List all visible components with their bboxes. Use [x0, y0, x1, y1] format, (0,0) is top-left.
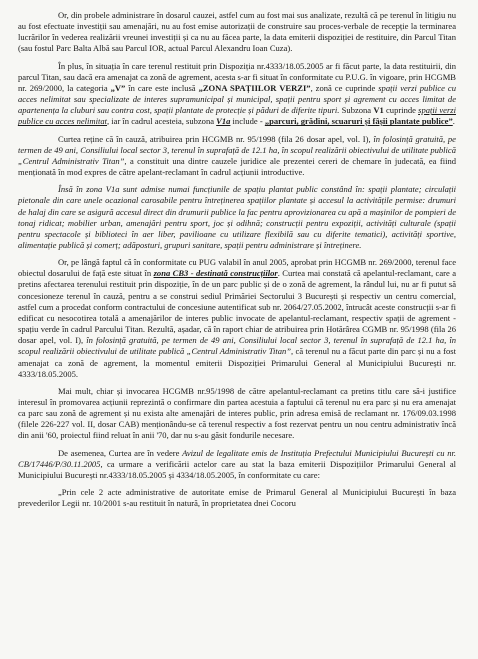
paragraph [18, 448, 456, 481]
text-run: În plus, în situația în care terenul restituit prin Dispoziția nr.4333/18.05.2005 ar fi făcut parte, la data restituirii, din parcul Titan, sau dacă era amenajat ca zonă de agrement, acesta s-ar fi situat în conformitate cu P.U.G. în vigoare, prin HCGMB nr. 269/2000, la categoria [18, 60, 456, 93]
text-run: De asemenea, Curtea are în vedere [58, 447, 183, 458]
paragraph [18, 487, 456, 509]
text-run: , a constituit una dintre cauzele juridice ale prezentei cereri de chemare în judecată, ea fiind menționată în mod expres de către apelant-reclamant în cadrul acțiunii introductive. [18, 155, 456, 178]
paragraph [18, 134, 456, 179]
text-run: Însă în zona V1a sunt admise numai funcțiunile de spațiu plantat public constând în: spații plantate; circulații pietonale din care unele ocazional carosabile pentru întreținerea spațiilor plantate și accesul la activitățile permise: drumuri de halaj din care se asigură accesul direct din drumurii publice la fac pentru aprovizionarea cu apă a mașinilor de pompieri de tonaj ridicat; mobilier urban, amenajări pentru sport, joc și odihnă; construcții pentru expoziții, activități culturale (spații pentru spectacole și biblioteci în aer liber, pavilioane cu utilizare flexibilă sau cu diferite tematici), activități sportive, alimentație publică și comerț; adăposturi, grupuri sanitare, spații pentru administrare și întreținere. [18, 184, 456, 250]
paragraph [18, 184, 456, 251]
text-run: cuprinde [383, 105, 419, 116]
text-run: Mai mult, chiar și invocarea HCGMB nr.95/1998 de către apelantul-reclamant ca pretins titlu care să-i justifice interesul în promovarea acțiunii reprezintă o confirmare din partea acestuia a faptului că terenul nu era parc și nu era amenajat ca parc sau zonă de agrement și nu exista alte amenajări de interes public, prin adresa emisă de reclamant nr. 176/09.03.1998 (filele 226-227 vol. II, dosar CAB) menționându-se că terenul respectiv a fost rezervat pentru un nou centru administrativ încă din anii '60, proiectul fiind reluat în anii '70, dar nu s-au găsit fondurile necesare. [18, 385, 456, 441]
text-run: spații verzi publice cu acces nelimitat [18, 105, 456, 127]
paragraph [18, 10, 456, 55]
text-run: Avizul de legalitate emis de Instituția Prefectului Municipiului București cu nr. CB/17446/P/30.11.2005 [18, 447, 456, 469]
text-run: , zonă ce cuprinde [310, 82, 379, 93]
text-run: „parcuri, grădini, scuaruri și fâșii plantate publice” [264, 116, 453, 127]
text-run: „Prin cele 2 acte administrative de autoritate emise de Primarul General al Municipiului București în baza prevederilor Legii nr. 10/2001 s-au restituit în natură, în proprietatea dnei Cocoru [18, 487, 456, 509]
text-run: spații verzi publice cu acces nelimitat sau specializate de interes supramunicipal și municipal, spații pentru sport și agrement cu acces limitat de apartenența la cluburi sau contra cost, spații plantate de protecție și păduri de diferite tipuri. [18, 82, 456, 116]
paragraph [18, 386, 456, 442]
text-run: în folosință gratuită, pe termen de 49 ani, Consiliului local sector 3, terenul în suprafață de 12.1 ha, în scopul realizării obiectivului de utilitate publică „Centrul Administrativ Titan” [18, 335, 456, 357]
text-run: , că terenul nu a făcut parte din parc și nu a fost amenajat ca zonă de agrement, la momentul emiterii Dispoziției Primarului General al Municipiului București nr. 4333/18.05.2005. [18, 346, 456, 379]
paragraph [18, 257, 456, 380]
paragraph [18, 61, 456, 128]
text-run: , ca urmare a verificării actelor care au stat la baza emiterii Dispozițiilor Primarului General al Municipiului București nr.4333/18.05.2005 și 4334/18.05.2005, în conformitate cu care: [18, 458, 456, 480]
text-run: . [452, 116, 455, 127]
document-body [18, 10, 456, 509]
text-run: în folosință gratuită, pe termen de 49 ani, Consiliului local sector 3, terenul în suprafață de 12.1 ha, în scopul realizării obiectivului de utilitate publică „Centrul Administrativ Titan” [18, 133, 456, 166]
text-run: include - [230, 116, 265, 127]
text-run: Subzona [339, 105, 374, 116]
text-run: V1a [216, 116, 231, 127]
text-run: Curtea reține că în cauză, atribuirea prin HCGMB nr. 95/1998 (fila 26 dosar apel, vol. I), [58, 133, 374, 144]
text-run: . Curtea mai constată că apelantul-reclamant, care a pretins afectarea terenului restituit prin dispoziție, în de un parc public și de o zonă de agrement, la rândul lui, nu ar fi putut să concesioneze terenul în cauză, pentru a se construi sediul Primăriei Sectorului 3 București și respectiv un centru comercial, astfel cum a procedat conform contractului de concesiune autentificat sub nr. 2064/27.05.2002, întrucât aceste construcții s-ar fi edificat cu nesocotirea totală a amenajărilor de interes public invocate de apelantul-reclamant, respectiv spații de agrement - spațiu verde în cadrul Parcului Titan. Rezultă, așadar, că în raport chiar de atribuirea prin Hotărârea CGMB nr. 95/1998 (fila 26 dosar apel, vol. I), [18, 268, 456, 346]
text-run: V1 [373, 105, 384, 116]
text-run: în care este inclusă [125, 82, 199, 93]
text-run: „V” [110, 82, 126, 93]
text-run: , iar în cadrul acesteia, subzona [107, 116, 217, 127]
text-run: Or, pe lângă faptul că în conformitate cu PUG valabil în anul 2005, aprobat prin HCGMB nr. 269/2000, terenul face obiectul dosarului de față este situat în [18, 257, 456, 279]
text-run: „ZONA SPAȚIILOR VERZI” [198, 82, 311, 93]
text-run: Or, din probele administrare în dosarul cauzei, astfel cum au fost mai sus analizate, rezultă că pe terenul în litigiu nu au fost efectuate investiții sau amenajări, nu au fost emise autorizații de construire sau proces-verbale de recepție la terminarea lucrărilor în vederea realizării vreunei investiții și ca nu au făcea parte, la data emiterii dispoziției de restituire, din Parcul Titan (sau fostul Parc Balta Albă sau Parcul IOR, actual Parcul Alexandru Ioan Cuza). [18, 10, 456, 54]
text-run: zona CB3 - destinată construcțiilor [153, 268, 278, 279]
